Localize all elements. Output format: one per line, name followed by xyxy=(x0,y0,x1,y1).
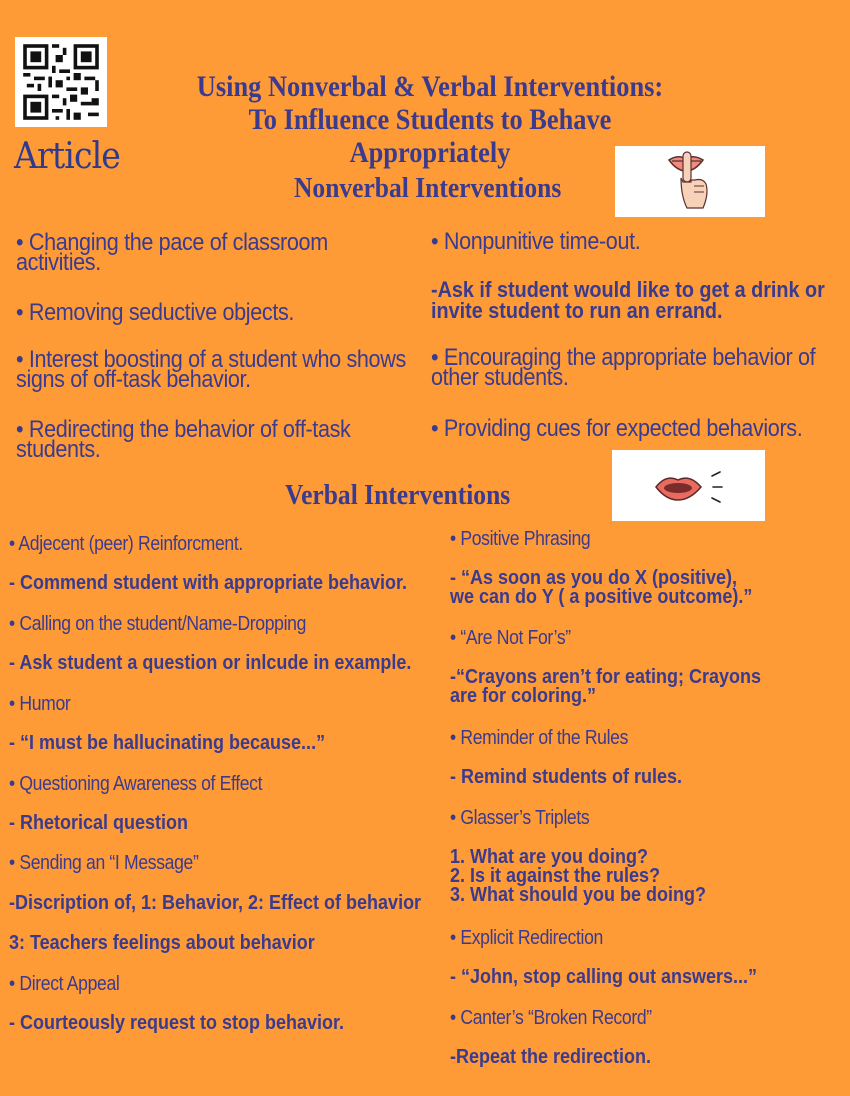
speaking-mouth-image xyxy=(612,450,765,521)
list-item-line: 3. What should you be doing? xyxy=(450,884,706,906)
verbal-item: • Calling on the student/Name-Dropping xyxy=(9,613,307,635)
nonverbal-drink xyxy=(431,279,825,321)
list-item-line: 1. What are you doing? xyxy=(450,846,649,868)
list-item-line: students. xyxy=(16,436,101,463)
verbal-detail: - Commend student with appropriate behavior. xyxy=(9,572,408,594)
verbal-item: • Explicit Redirection xyxy=(450,927,603,949)
list-item-line: invite student to run an errand. xyxy=(431,298,723,323)
verbal-detail: - Courteously request to stop behavior. xyxy=(9,1012,345,1034)
shush-image xyxy=(615,146,765,217)
nonverbal-item-3 xyxy=(16,346,406,393)
list-item-line: • Changing the pace of classroom xyxy=(16,229,328,256)
list-item-line: -“Crayons aren’t for eating; Crayons xyxy=(450,666,762,688)
verbal-item: • Humor xyxy=(9,693,71,715)
verbal-detail: -Discription of, 1: Behavior, 2: Effect of behavior xyxy=(9,892,422,914)
list-item-line: • Encouraging the appropriate behavior of xyxy=(431,344,816,371)
verbal-item: • Positive Phrasing xyxy=(450,528,591,550)
article-label: Article xyxy=(14,136,120,177)
verbal-item: • Glasser’s Triplets xyxy=(450,807,590,829)
list-item-line: activities. xyxy=(16,249,101,276)
list-item-line: -Ask if student would like to get a drink or xyxy=(431,277,825,302)
list-item-line: are for coloring.” xyxy=(450,685,597,707)
verbal-item: • Direct Appeal xyxy=(9,973,120,995)
verbal-detail xyxy=(450,848,706,905)
verbal-item: • Canter’s “Broken Record” xyxy=(450,1007,652,1029)
list-item-line: 2. Is it against the rules? xyxy=(450,865,661,887)
verbal-detail: 3: Teachers feelings about behavior xyxy=(9,932,315,954)
verbal-detail: - Ask student a question or inlcude in example. xyxy=(9,652,412,674)
list-item-line: we can do Y ( a positive outcome).” xyxy=(450,586,753,608)
verbal-detail: - Remind students of rules. xyxy=(450,766,683,788)
title-line-1: Using Nonverbal & Verbal Interventions: xyxy=(196,70,664,103)
verbal-heading: Verbal Interventions xyxy=(285,479,511,511)
qr-code[interactable] xyxy=(15,37,107,127)
verbal-item: • Sending an “I Message” xyxy=(9,852,199,874)
list-item-line: • Redirecting the behavior of off-task xyxy=(16,416,351,443)
finger-on-lips-icon xyxy=(615,146,765,217)
verbal-item: • Reminder of the Rules xyxy=(450,727,629,749)
verbal-detail: -Repeat the redirection. xyxy=(450,1046,652,1068)
verbal-detail xyxy=(450,569,752,607)
verbal-detail xyxy=(450,668,761,706)
qr-code-icon xyxy=(15,37,107,127)
list-item-line: other students. xyxy=(431,364,569,391)
list-item-line: signs of off-task behavior. xyxy=(16,366,251,393)
verbal-detail: - Rhetorical question xyxy=(9,812,189,834)
nonverbal-heading: Nonverbal Interventions xyxy=(294,172,562,204)
nonverbal-timeout: • Nonpunitive time-out. xyxy=(431,228,641,255)
nonverbal-item-1 xyxy=(16,229,328,276)
page-title xyxy=(175,70,685,169)
list-item-line: • Removing seductive objects. xyxy=(16,299,295,326)
verbal-detail: - “I must be hallucinating because...” xyxy=(9,732,326,754)
verbal-item: • Adjecent (peer) Reinforcment. xyxy=(9,533,243,555)
nonverbal-encourage xyxy=(431,344,816,391)
verbal-detail: - “John, stop calling out answers...” xyxy=(450,966,758,988)
nonverbal-item-4 xyxy=(16,416,351,463)
speaking-mouth-icon xyxy=(612,450,765,521)
list-item-line: • Interest boosting of a student who shows xyxy=(16,346,406,373)
verbal-item: • Questioning Awareness of Effect xyxy=(9,773,263,795)
title-line-2: To Influence Students to Behave Appropriately xyxy=(248,103,612,169)
nonverbal-cues: • Providing cues for expected behaviors. xyxy=(431,415,803,442)
list-item-line: - “As soon as you do X (positive), xyxy=(450,567,738,589)
nonverbal-item-2 xyxy=(16,299,295,326)
verbal-item: • “Are Not For’s” xyxy=(450,627,571,649)
